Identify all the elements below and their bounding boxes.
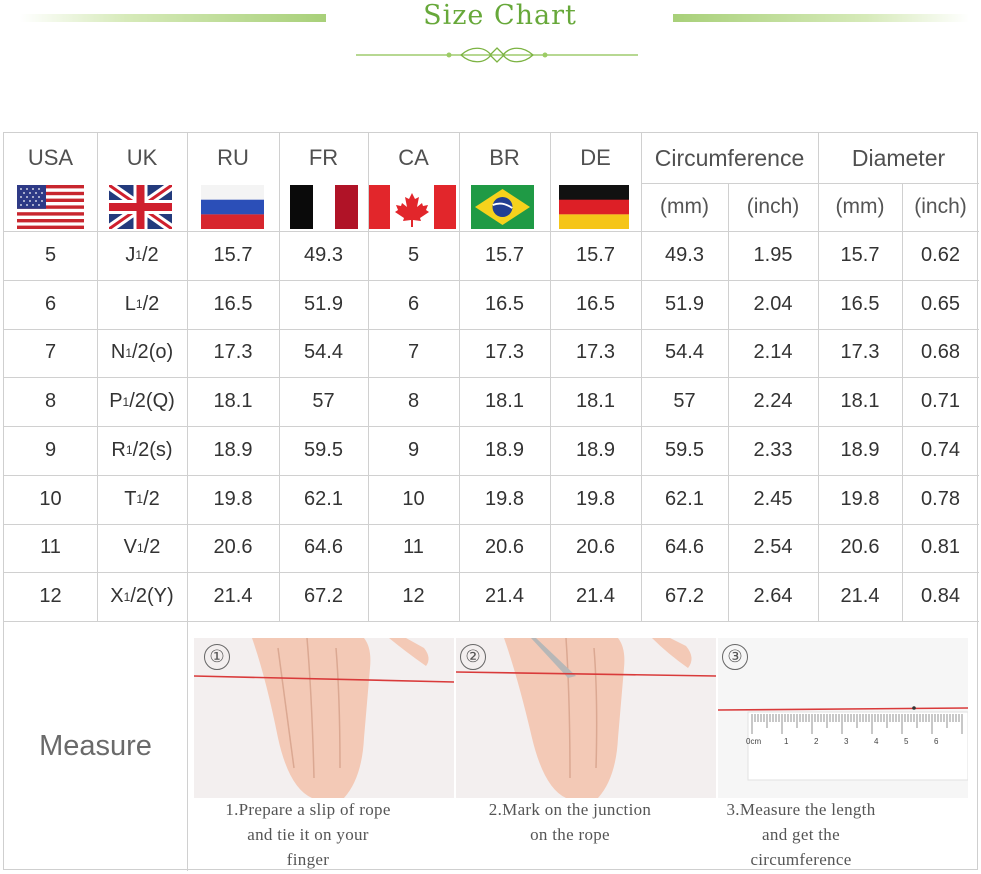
table-cell-ru: 20.6 bbox=[213, 536, 253, 559]
step-1-caption-line3: finger bbox=[286, 850, 330, 869]
table-cell-circ-inch: 1.95 bbox=[753, 243, 793, 266]
header-fr: FR bbox=[308, 145, 339, 170]
table-cell-br: 17.3 bbox=[485, 341, 524, 364]
table-cell-fr: 59.5 bbox=[304, 438, 343, 461]
table-cell-br: 18.9 bbox=[485, 438, 524, 461]
grid-hline bbox=[641, 183, 979, 184]
table-cell-usa: 11 bbox=[40, 536, 61, 559]
uk-size-letter: J bbox=[125, 243, 136, 266]
table-cell-br: 19.8 bbox=[485, 487, 524, 510]
ruler-label-3: 3 bbox=[844, 737, 849, 746]
uk-half-denominator: /2 bbox=[132, 341, 149, 364]
table-cell-circ-mm: 62.1 bbox=[665, 487, 704, 510]
table-cell-br: 21.4 bbox=[485, 585, 524, 608]
table-cell-circ-inch: 2.64 bbox=[753, 585, 793, 608]
table-cell-ca: 12 bbox=[402, 585, 425, 608]
table-cell-usa: 8 bbox=[44, 390, 57, 413]
table-cell-de: 19.8 bbox=[576, 487, 615, 510]
step-1-caption-line2: and tie it on your bbox=[247, 825, 369, 844]
header-decor-line-right bbox=[673, 14, 969, 22]
table-cell-de: 20.6 bbox=[576, 536, 615, 559]
uk-size-alt: (Y) bbox=[147, 585, 174, 608]
table-cell-ca: 10 bbox=[402, 487, 425, 510]
header-uk: UK bbox=[126, 145, 158, 170]
table-cell-ru: 16.5 bbox=[213, 292, 253, 315]
table-cell-de: 15.7 bbox=[576, 243, 615, 266]
table-cell-dia-mm: 15.7 bbox=[840, 243, 880, 266]
table-cell-fr: 54.4 bbox=[304, 341, 343, 364]
table-cell-uk bbox=[97, 475, 187, 524]
grid-hline bbox=[4, 621, 979, 622]
table-cell-circ-inch: 2.24 bbox=[753, 390, 793, 413]
uk-half-numerator: 1 bbox=[136, 492, 144, 507]
table-cell-usa: 6 bbox=[44, 292, 57, 315]
table-cell-ru: 21.4 bbox=[213, 585, 253, 608]
table-cell-ru: 18.9 bbox=[213, 438, 253, 461]
table-cell-fr: 57 bbox=[312, 390, 335, 413]
table-cell-fr: 67.2 bbox=[304, 585, 343, 608]
table-cell-usa: 12 bbox=[39, 585, 62, 608]
table-cell-de: 21.4 bbox=[576, 585, 615, 608]
ruler-label-2: 2 bbox=[814, 737, 819, 746]
table-cell-circ-inch: 2.04 bbox=[753, 292, 793, 315]
table-cell-usa: 7 bbox=[44, 341, 57, 364]
table-cell-uk bbox=[97, 524, 187, 573]
brazil-flag-icon bbox=[471, 185, 534, 229]
table-cell-ru: 15.7 bbox=[213, 243, 253, 266]
measure-divider bbox=[187, 621, 188, 871]
table-cell-uk bbox=[97, 329, 187, 378]
step-1-caption bbox=[188, 797, 428, 872]
table-cell-dia-mm: 18.9 bbox=[840, 438, 880, 461]
grid-hline bbox=[4, 231, 979, 232]
table-cell-dia-mm: 17.3 bbox=[840, 341, 880, 364]
uk-half-numerator: 1 bbox=[123, 589, 131, 604]
ruler-label-1: 1 bbox=[784, 737, 789, 746]
table-cell-dia-mm: 20.6 bbox=[840, 536, 880, 559]
table-cell-ru: 18.1 bbox=[213, 390, 253, 413]
table-cell-dia-inch: 0.74 bbox=[921, 438, 960, 461]
grid-vline bbox=[728, 183, 729, 621]
table-cell-br: 16.5 bbox=[485, 292, 524, 315]
grid-hline bbox=[4, 524, 979, 525]
uk-half-numerator: 1 bbox=[136, 540, 144, 555]
table-cell-uk bbox=[97, 231, 187, 280]
subheader-circumference-mm: (mm) bbox=[660, 195, 709, 218]
uk-half-denominator: /2 bbox=[129, 390, 146, 413]
table-cell-usa: 9 bbox=[44, 438, 57, 461]
table-cell-usa: 5 bbox=[44, 243, 57, 266]
table-cell-ca: 8 bbox=[407, 390, 420, 413]
uk-half-numerator: 1 bbox=[125, 443, 133, 458]
grid-vline bbox=[187, 133, 188, 621]
table-cell-dia-inch: 0.84 bbox=[921, 585, 960, 608]
step-2-photo bbox=[456, 638, 716, 798]
grid-vline bbox=[459, 133, 460, 621]
uk-half-denominator: /2 bbox=[132, 438, 150, 461]
step-2-caption bbox=[450, 797, 690, 847]
table-cell-circ-mm: 67.2 bbox=[665, 585, 704, 608]
header-de: DE bbox=[580, 145, 611, 170]
grid-hline bbox=[4, 377, 979, 378]
table-cell-de: 18.9 bbox=[576, 438, 615, 461]
table-cell-dia-inch: 0.62 bbox=[921, 243, 960, 266]
subheader-circumference-inch: (inch) bbox=[746, 195, 800, 218]
table-cell-circ-mm: 49.3 bbox=[665, 243, 704, 266]
uk-size-letter: N bbox=[110, 341, 126, 364]
uk-size-alt: (o) bbox=[148, 341, 174, 364]
uk-half-numerator: 1 bbox=[125, 345, 132, 360]
step-3-caption-line2: and get the bbox=[762, 825, 840, 844]
uk-size-letter: V bbox=[123, 536, 137, 559]
canada-flag-icon bbox=[368, 185, 456, 229]
france-flag-icon bbox=[290, 185, 358, 229]
header-circumference: Circumference bbox=[654, 144, 805, 171]
ruler-icon bbox=[718, 638, 968, 798]
usa-flag-icon bbox=[17, 185, 84, 229]
grid-hline bbox=[4, 426, 979, 427]
table-cell-circ-mm: 57 bbox=[673, 390, 696, 413]
table-cell-dia-inch: 0.71 bbox=[921, 390, 960, 413]
table-cell-usa: 10 bbox=[39, 487, 62, 510]
table-cell-br: 18.1 bbox=[485, 390, 524, 413]
table-cell-dia-inch: 0.65 bbox=[921, 292, 960, 315]
grid-vline bbox=[97, 133, 98, 621]
table-cell-uk bbox=[97, 377, 187, 426]
uk-flag-icon bbox=[109, 185, 172, 229]
uk-size-letter: P bbox=[109, 390, 123, 413]
ruler-label-0: 0cm bbox=[746, 737, 762, 746]
table-cell-ru: 17.3 bbox=[213, 341, 253, 364]
uk-half-numerator: 1 bbox=[135, 248, 142, 263]
uk-half-denominator: /2 bbox=[142, 243, 159, 266]
table-cell-circ-mm: 54.4 bbox=[665, 341, 704, 364]
step-3-caption-line1: 3.Measure the length bbox=[726, 800, 876, 819]
table-cell-circ-mm: 51.9 bbox=[665, 292, 704, 315]
uk-size-alt: (Q) bbox=[145, 390, 175, 413]
uk-size-letter: T bbox=[124, 487, 137, 510]
grid-hline bbox=[4, 280, 979, 281]
step-1-photo bbox=[194, 638, 454, 798]
table-cell-dia-mm: 18.1 bbox=[840, 390, 880, 413]
uk-half-denominator: /2 bbox=[143, 487, 160, 510]
table-cell-circ-mm: 64.6 bbox=[665, 536, 704, 559]
grid-hline bbox=[4, 329, 979, 330]
table-cell-dia-mm: 16.5 bbox=[840, 292, 880, 315]
uk-half-denominator: /2 bbox=[130, 585, 148, 608]
table-cell-dia-inch: 0.78 bbox=[921, 487, 960, 510]
table-cell-dia-inch: 0.68 bbox=[921, 341, 960, 364]
header-usa: USA bbox=[27, 145, 74, 170]
page-title: Size Chart bbox=[423, 0, 577, 31]
header-decor-line-left bbox=[20, 14, 326, 22]
subheader-diameter-inch: (inch) bbox=[914, 195, 967, 218]
step-3-caption bbox=[681, 797, 921, 872]
ornament-icon bbox=[356, 44, 638, 66]
table-cell-uk bbox=[97, 426, 187, 475]
step-2-number: ② bbox=[460, 644, 486, 670]
uk-half-numerator: 1 bbox=[135, 297, 143, 312]
step-3-caption-line3: circumference bbox=[750, 850, 852, 869]
grid-hline bbox=[4, 475, 979, 476]
header-diameter: Diameter bbox=[851, 144, 946, 171]
step-1-number: ① bbox=[204, 644, 230, 670]
step-3-number: ③ bbox=[722, 644, 748, 670]
russia-flag-icon bbox=[201, 185, 264, 229]
germany-flag-icon bbox=[559, 185, 629, 229]
grid-vline bbox=[368, 133, 369, 621]
table-cell-ca: 6 bbox=[407, 292, 420, 315]
table-cell-fr: 64.6 bbox=[304, 536, 343, 559]
measure-label: Measure bbox=[39, 729, 152, 762]
marked-finger-icon bbox=[456, 638, 716, 798]
table-cell-uk bbox=[97, 572, 187, 621]
uk-half-denominator: /2 bbox=[142, 292, 160, 315]
uk-size-alt: (s) bbox=[149, 438, 173, 461]
step-2-caption-line2: on the rope bbox=[530, 825, 610, 844]
ruler-label-6: 6 bbox=[934, 737, 939, 746]
table-cell-fr: 62.1 bbox=[304, 487, 343, 510]
table-cell-uk bbox=[97, 280, 187, 329]
grid-vline bbox=[902, 183, 903, 621]
step-3-photo bbox=[718, 638, 968, 798]
table-cell-dia-mm: 21.4 bbox=[840, 585, 880, 608]
table-cell-br: 15.7 bbox=[485, 243, 524, 266]
table-cell-circ-mm: 59.5 bbox=[665, 438, 704, 461]
table-cell-fr: 49.3 bbox=[304, 243, 343, 266]
table-cell-dia-inch: 0.81 bbox=[921, 536, 960, 559]
uk-size-letter: X bbox=[110, 585, 124, 608]
grid-vline bbox=[279, 133, 280, 621]
subheader-diameter-mm: (mm) bbox=[835, 195, 885, 218]
table-cell-de: 16.5 bbox=[576, 292, 615, 315]
step-1-caption-line1: 1.Prepare a slip of rope bbox=[225, 800, 391, 819]
header-ru: RU bbox=[217, 145, 249, 170]
table-cell-dia-mm: 19.8 bbox=[840, 487, 880, 510]
table-cell-circ-inch: 2.14 bbox=[753, 341, 793, 364]
grid-vline bbox=[818, 133, 819, 621]
table-cell-de: 17.3 bbox=[576, 341, 615, 364]
grid-vline bbox=[550, 133, 551, 621]
table-cell-ca: 11 bbox=[403, 536, 424, 559]
table-cell-de: 18.1 bbox=[576, 390, 615, 413]
grid-vline bbox=[641, 133, 642, 621]
table-cell-circ-inch: 2.33 bbox=[753, 438, 793, 461]
uk-half-denominator: /2 bbox=[143, 536, 161, 559]
uk-half-numerator: 1 bbox=[122, 394, 130, 409]
table-cell-circ-inch: 2.54 bbox=[753, 536, 793, 559]
uk-size-letter: L bbox=[124, 292, 136, 315]
size-chart-table bbox=[3, 132, 978, 870]
table-cell-br: 20.6 bbox=[485, 536, 524, 559]
table-cell-fr: 51.9 bbox=[304, 292, 343, 315]
table-cell-ca: 9 bbox=[407, 438, 420, 461]
ruler-label-5: 5 bbox=[904, 737, 909, 746]
table-cell-circ-inch: 2.45 bbox=[753, 487, 793, 510]
table-cell-ca: 5 bbox=[407, 243, 420, 266]
header-ca: CA bbox=[398, 145, 429, 170]
uk-size-letter: R bbox=[111, 438, 126, 461]
grid-hline bbox=[4, 572, 979, 573]
table-cell-ru: 19.8 bbox=[213, 487, 253, 510]
ruler-label-4: 4 bbox=[874, 737, 879, 746]
step-2-caption-line1: 2.Mark on the junction bbox=[488, 800, 652, 819]
header-br: BR bbox=[489, 145, 520, 170]
hand-with-rope-icon bbox=[194, 638, 454, 798]
table-cell-ca: 7 bbox=[407, 341, 420, 364]
